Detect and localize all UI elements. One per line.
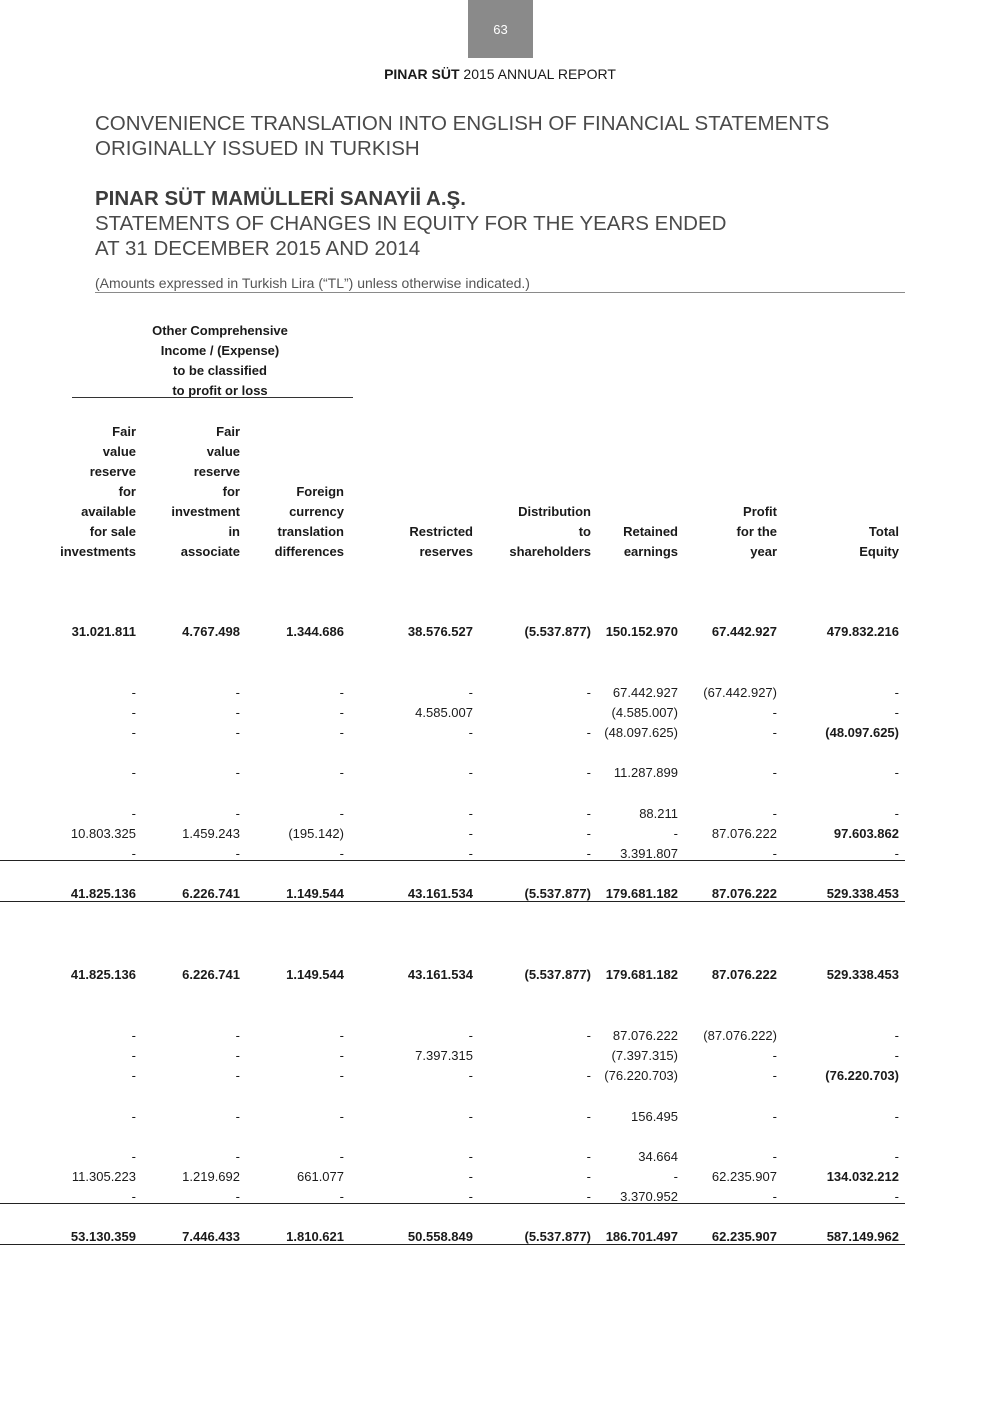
table-cell: - [339, 1109, 344, 1124]
table-cell: - [772, 806, 777, 821]
table-cell: 43.161.534 [407, 886, 473, 901]
column-header-line: investment [171, 504, 240, 519]
column-header-line: Fair [112, 424, 136, 439]
table-row [0, 844, 1000, 864]
table-cell: 34.664 [638, 1149, 678, 1164]
table-cell: - [586, 765, 591, 780]
table-row [0, 1147, 1000, 1167]
table-cell: - [586, 725, 591, 740]
column-header [26, 422, 136, 562]
table-row [0, 622, 1000, 642]
table-cell: - [468, 1068, 473, 1083]
table-cell: 88.211 [639, 806, 678, 821]
table-cell: - [131, 1189, 136, 1204]
table-cell: - [894, 1109, 899, 1124]
table-cell: 31.021.811 [71, 624, 136, 639]
table-cell: - [235, 1048, 240, 1063]
table-cell: - [235, 1149, 240, 1164]
table-rule [0, 1244, 905, 1245]
translation-heading-line2: ORIGINALLY ISSUED IN TURKISH [95, 137, 420, 160]
table-cell: 53.130.359 [70, 1229, 136, 1244]
table-cell: - [586, 826, 591, 841]
table-cell: 87.076.222 [711, 967, 777, 982]
column-header-line: for [222, 484, 240, 499]
column-header-line: to [578, 524, 591, 539]
table-cell: - [235, 765, 240, 780]
table-cell: 10.803.325 [70, 826, 136, 841]
table-cell: 38.576.527 [407, 624, 473, 639]
table-cell: - [772, 765, 777, 780]
column-header-line: Total [868, 524, 899, 539]
table-cell: 1.810.621 [286, 1229, 344, 1244]
table-cell: (4.585.007) [611, 705, 678, 720]
table-cell: - [131, 1068, 136, 1083]
table-cell: - [131, 1028, 136, 1043]
table-cell: - [339, 765, 344, 780]
table-cell: - [339, 806, 344, 821]
table-row [0, 683, 1000, 703]
table-cell: (48.097.625) [604, 725, 678, 740]
table-cell: 587.149.962 [826, 1229, 899, 1244]
table-cell: - [131, 1109, 136, 1124]
oci-group-line4: to profit or loss [172, 383, 268, 398]
table-cell: - [894, 1048, 899, 1063]
table-cell: 134.032.212 [826, 1169, 899, 1184]
table-cell: - [131, 765, 136, 780]
table-row [0, 804, 1000, 824]
table-cell: - [468, 846, 473, 861]
column-header-line: reserves [419, 544, 473, 559]
table-cell: 67.442.927 [612, 685, 678, 700]
table-cell: - [131, 725, 136, 740]
table-cell: 41.825.136 [70, 886, 136, 901]
table-cell: (67.442.927) [703, 685, 777, 700]
column-header-line: associate [180, 544, 240, 559]
table-cell: - [339, 1028, 344, 1043]
table-cell: - [673, 1169, 678, 1184]
company-name: PINAR SÜT MAMÜLLERİ SANAYİİ A.Ş. [95, 187, 466, 210]
column-header-line: currency [289, 504, 344, 519]
column-header-line: earnings [623, 544, 678, 559]
table-cell: 62.235.907 [711, 1229, 777, 1244]
column-header-line: for sale [89, 524, 136, 539]
statement-title [95, 211, 726, 261]
table-row [0, 703, 1000, 723]
table-cell: - [894, 1189, 899, 1204]
table-cell: 1.149.544 [286, 886, 344, 901]
table-cell: 11.287.899 [613, 765, 678, 780]
table-cell: (7.397.315) [611, 1048, 678, 1063]
table-cell: - [131, 705, 136, 720]
column-header [363, 522, 473, 562]
table-cell: - [235, 846, 240, 861]
table-cell: (87.076.222) [703, 1028, 777, 1043]
table-row [0, 824, 1000, 844]
table-cell: - [586, 1169, 591, 1184]
table-cell: (5.537.877) [524, 967, 591, 982]
table-cell: - [586, 806, 591, 821]
table-cell: - [772, 1109, 777, 1124]
column-header-line: shareholders [509, 544, 591, 559]
table-cell: 41.825.136 [70, 967, 136, 982]
column-header-line: Foreign [296, 484, 344, 499]
table-cell: 479.832.216 [826, 624, 899, 639]
table-cell: - [235, 1028, 240, 1043]
table-cell: - [586, 1028, 591, 1043]
column-header-line: for [118, 484, 136, 499]
table-cell: 529.338.453 [826, 967, 899, 982]
table-cell: 97.603.862 [833, 826, 899, 841]
table-cell: - [339, 1149, 344, 1164]
table-row [0, 1026, 1000, 1046]
amounts-note: (Amounts expressed in Turkish Lira (“TL”) unless otherwise indicated.) [95, 275, 530, 291]
table-rule [0, 1203, 905, 1204]
table-cell: 179.681.182 [605, 967, 678, 982]
table-cell: - [235, 725, 240, 740]
table-cell: - [468, 765, 473, 780]
table-cell: - [586, 1109, 591, 1124]
table-cell: 4.767.498 [182, 624, 240, 639]
table-cell: - [586, 1149, 591, 1164]
column-header-line: reserve [193, 464, 240, 479]
table-cell: 43.161.534 [407, 967, 473, 982]
table-cell: - [673, 826, 678, 841]
table-cell: 150.152.970 [605, 624, 678, 639]
column-header-line: Fair [216, 424, 240, 439]
table-cell: 1.149.544 [286, 967, 344, 982]
table-cell: 1.219.692 [182, 1169, 240, 1184]
table-cell: - [772, 1068, 777, 1083]
column-header [234, 482, 344, 562]
table-cell: - [586, 1068, 591, 1083]
table-cell: - [339, 1048, 344, 1063]
table-cell: - [468, 826, 473, 841]
table-cell: - [772, 705, 777, 720]
table-cell: - [586, 685, 591, 700]
translation-heading [95, 111, 829, 161]
column-header-line: for the [736, 524, 777, 539]
table-cell: - [772, 1189, 777, 1204]
table-cell: - [772, 725, 777, 740]
table-cell: - [772, 1048, 777, 1063]
table-cell: - [894, 806, 899, 821]
oci-group-line1: Other Comprehensive [152, 323, 288, 338]
table-cell: - [339, 725, 344, 740]
table-cell: 67.442.927 [711, 624, 777, 639]
table-cell: 11.305.223 [71, 1169, 136, 1184]
table-cell: - [235, 705, 240, 720]
column-header-line: value [206, 444, 240, 459]
table-row [0, 1107, 1000, 1127]
translation-heading-line1: CONVENIENCE TRANSLATION INTO ENGLISH OF FINANCIAL STATEMENTS [95, 112, 830, 135]
table-cell: - [131, 846, 136, 861]
table-cell: - [772, 1149, 777, 1164]
table-cell: - [468, 1169, 473, 1184]
table-cell: - [468, 1028, 473, 1043]
table-cell: - [131, 1048, 136, 1063]
table-cell: - [586, 1189, 591, 1204]
table-cell: 7.397.315 [415, 1048, 473, 1063]
table-cell: (76.220.703) [825, 1068, 899, 1083]
oci-group-line3: to be classified [173, 363, 267, 378]
table-cell: - [468, 1149, 473, 1164]
table-cell: 529.338.453 [826, 886, 899, 901]
table-cell: 7.446.433 [182, 1229, 240, 1244]
column-header-line: value [102, 444, 136, 459]
table-cell: (5.537.877) [524, 1229, 591, 1244]
header-divider [95, 292, 905, 293]
table-cell: 62.235.907 [711, 1169, 777, 1184]
table-cell: - [235, 1068, 240, 1083]
column-header-line: year [750, 544, 777, 559]
table-rule [0, 860, 905, 861]
table-cell: - [894, 765, 899, 780]
table-cell: - [586, 846, 591, 861]
table-cell: - [131, 806, 136, 821]
column-header [667, 502, 777, 562]
report-title [0, 66, 1000, 82]
table-cell: 156.495 [631, 1109, 678, 1124]
column-header [789, 522, 899, 562]
table-cell: - [894, 1149, 899, 1164]
table-cell: - [894, 705, 899, 720]
table-cell: (76.220.703) [604, 1068, 678, 1083]
table-cell: - [468, 1109, 473, 1124]
column-header-line: translation [277, 524, 344, 539]
page-number-tab [468, 0, 533, 58]
table-cell: - [468, 685, 473, 700]
column-header-line: investments [60, 544, 136, 559]
column-header [130, 422, 240, 562]
table-cell: 186.701.497 [605, 1229, 678, 1244]
table-cell: (195.142) [288, 826, 344, 841]
table-cell: - [468, 806, 473, 821]
report-brand: PINAR SÜT [384, 66, 460, 82]
table-row [0, 1167, 1000, 1187]
oci-group-line2: Income / (Expense) [160, 343, 280, 358]
table-cell: - [131, 1149, 136, 1164]
table-cell: - [894, 1028, 899, 1043]
table-cell: 6.226.741 [182, 967, 240, 982]
table-cell: 661.077 [297, 1169, 344, 1184]
table-cell: - [772, 846, 777, 861]
table-cell: - [894, 846, 899, 861]
table-cell: 3.370.952 [620, 1189, 678, 1204]
table-cell: - [339, 846, 344, 861]
table-cell: 3.391.807 [620, 846, 678, 861]
table-cell: - [339, 685, 344, 700]
table-cell: - [339, 1189, 344, 1204]
column-header-line: differences [274, 544, 344, 559]
table-cell: - [235, 1189, 240, 1204]
table-row [0, 763, 1000, 783]
table-cell: - [894, 685, 899, 700]
table-cell: - [468, 1189, 473, 1204]
table-cell: - [339, 1068, 344, 1083]
table-cell: - [131, 685, 136, 700]
table-rule [0, 901, 905, 902]
table-cell: - [235, 685, 240, 700]
table-cell: - [339, 705, 344, 720]
table-row [0, 965, 1000, 985]
statement-title-line1: STATEMENTS OF CHANGES IN EQUITY FOR THE YEARS ENDED [95, 212, 727, 235]
statement-title-line2: AT 31 DECEMBER 2015 AND 2014 [95, 237, 421, 260]
table-cell: 87.076.222 [612, 1028, 678, 1043]
table-cell: 179.681.182 [605, 886, 678, 901]
column-header-line: Profit [743, 504, 777, 519]
table-cell: 6.226.741 [182, 886, 240, 901]
table-cell: 87.076.222 [711, 886, 777, 901]
table-cell: - [468, 725, 473, 740]
table-cell: (48.097.625) [825, 725, 899, 740]
column-header-line: Retained [623, 524, 678, 539]
column-header-line: Restricted [409, 524, 473, 539]
table-cell: 1.344.686 [286, 624, 344, 639]
page-number: 63 [493, 21, 508, 37]
oci-group-rule [72, 397, 353, 398]
oci-group-header [120, 321, 320, 401]
column-header [568, 522, 678, 562]
column-header-line: available [81, 504, 136, 519]
table-row [0, 1066, 1000, 1086]
table-row [0, 723, 1000, 743]
table-cell: 87.076.222 [711, 826, 777, 841]
table-row [0, 1187, 1000, 1207]
table-cell: (5.537.877) [524, 886, 591, 901]
table-cell: 1.459.243 [182, 826, 240, 841]
table-cell: - [235, 1109, 240, 1124]
table-cell: - [235, 806, 240, 821]
column-header-line: Distribution [518, 504, 591, 519]
table-cell: (5.537.877) [524, 624, 591, 639]
report-title-rest: 2015 ANNUAL REPORT [459, 66, 616, 82]
column-header-line: in [228, 524, 240, 539]
column-header-line: reserve [89, 464, 136, 479]
column-header-line: Equity [859, 544, 899, 559]
table-cell: 4.585.007 [415, 705, 473, 720]
table-cell: 50.558.849 [407, 1229, 473, 1244]
table-row [0, 1046, 1000, 1066]
